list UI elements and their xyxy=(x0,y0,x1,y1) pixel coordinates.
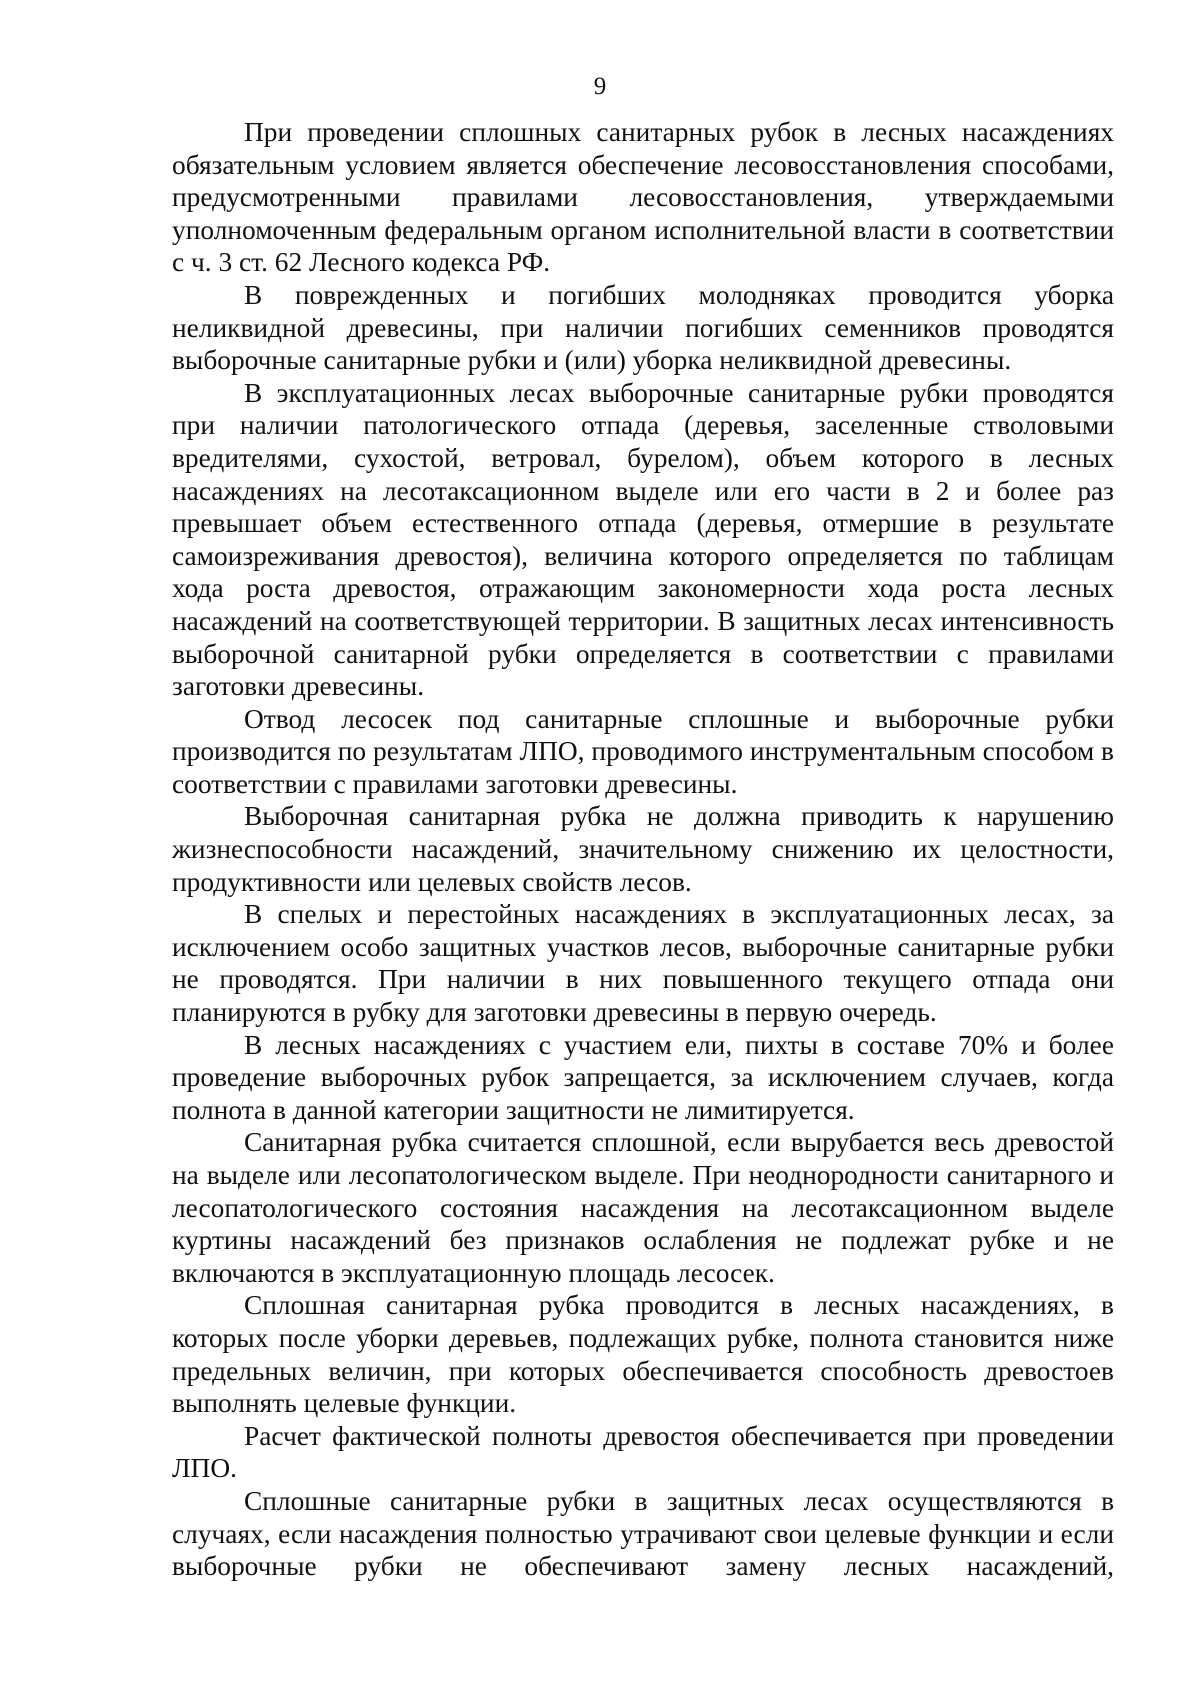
paragraph-clear-cutting-definition: Санитарная рубка считается сплошной, если вырубается весь древостой на выделе или лесопатологическом выделе. При неоднородности санитарного и лесопатологического состояния насаждения на лесотаксационном выделе куртины насаждений без признаков ослабления не подлежат рубке и не включаются в эксплуатационную площадь лесосек. xyxy=(172,1127,1114,1288)
paragraph-exploitation-forests: В эксплуатационных лесах выборочные санитарные рубки проводятся при наличии патологического отпада (деревья, заселенные стволовыми вредителями, сухостой, ветровал, бурелом), объем которого в лесных насаждениях на лесотаксационном выделе или его части в 2 и более раз превышает объем естественного отпада (деревья, отмершие в результате самоизреживания древостоя), величина которого определяется по таблицам хода роста древостоя, отражающим закономерности хода роста лесных насаждений на соответствующей территории. В защитных лесах интенсивность выборочной санитарной рубки определяется в соответствии с правилами заготовки древесины. xyxy=(172,377,1114,702)
paragraph-selective-cutting-limits: Выборочная санитарная рубка не должна приводить к нарушению жизнеспособности насаждений, значительному снижению их целостности, продуктивности или целевых свойств лесов. xyxy=(172,801,1114,897)
paragraph-damaged-young-stands: В поврежденных и погибших молодняках проводится уборка неликвидной древесины, при наличии погибших семенников проводятся выборочные санитарные рубки и (или) уборка неликвидной древесины. xyxy=(172,279,1114,376)
paragraph-density-calculation: Расчет фактической полноты древостоя обеспечивается при проведении ЛПО. xyxy=(172,1420,1114,1484)
paragraph-protective-forests: Сплошные санитарные рубки в защитных лесах осуществляются в случаях, если насаждения полностью утрачивают свои целевые функции и если выборочные рубки не обеспечивают замену лесных насаждений, xyxy=(172,1485,1114,1582)
paragraph-clearcut-reforestation: При проведении сплошных санитарных рубок в лесных насаждениях обязательным условием является обеспечение лесовосстановления способами, предусмотренными правилами лесовосстановления, утверждаемыми уполномоченным федеральным органом исполнительной власти в соответствии с ч. 3 ст. 62 Лесного кодекса РФ. xyxy=(172,117,1114,278)
paragraph-mature-stands: В спелых и перестойных насаждениях в эксплуатационных лесах, за исключением особо защитных участков лесов, выборочные санитарные рубки не проводятся. При наличии в них повышенного текущего отпада они планируются в рубку для заготовки древесины в первую очередь. xyxy=(172,899,1114,1028)
paragraph-clear-cutting-conditions: Сплошная санитарная рубка проводится в лесных насаждениях, в которых после уборки деревьев, подлежащих рубке, полнота становится ниже предельных величин, при которых обеспечивается способность древостоев выполнять целевые функции. xyxy=(172,1290,1114,1419)
page-number: 9 xyxy=(593,73,607,100)
document-body xyxy=(172,116,1114,1583)
paragraph-spruce-fir-stands: В лесных насаждениях с участием ели, пихты в составе 70% и более проведение выборочных рубок запрещается, за исключением случаев, когда полнота в данной категории защитности не лимитируется. xyxy=(172,1029,1114,1125)
paragraph-cutting-area-allotment: Отвод лесосек под санитарные сплошные и выборочные рубки производится по результатам ЛПО, проводимого инструментальным способом в соответствии с правилами заготовки древесины. xyxy=(172,703,1114,799)
